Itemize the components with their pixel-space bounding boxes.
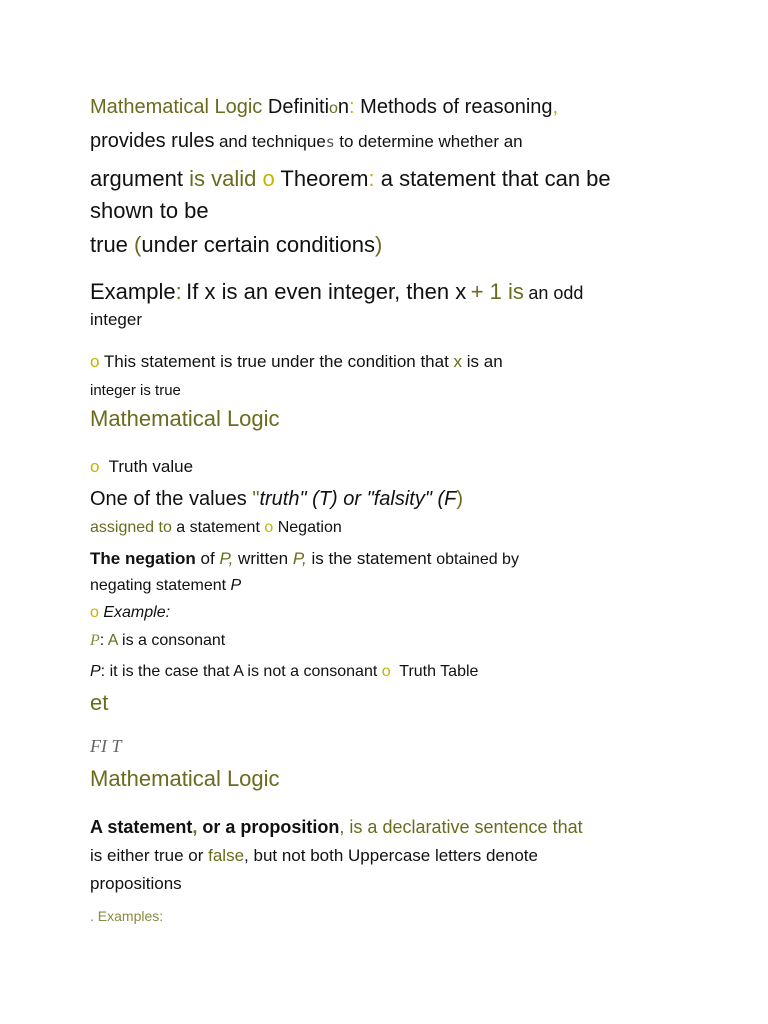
definition-line-4: shown to be — [90, 198, 209, 223]
truth-value-line-2: One of the values "truth" (T) or "falsity" (F) — [90, 488, 464, 510]
truth-value-line-3: assigned to a statement o Negation — [90, 519, 342, 536]
condition-line-1: o This statement is true under the condition that x is an — [90, 352, 503, 371]
bullet-marker: o — [381, 663, 391, 680]
definition-text: Methods of reasoning — [360, 96, 553, 118]
negation-line-5: P: it is the case that A is not a consonant o Truth Table — [90, 663, 479, 680]
table-fragment-2: FI T — [90, 736, 122, 756]
statement-line-2: is either true or false, but not both Uppercase letters denote — [90, 846, 538, 865]
examples-label: . Examples: — [90, 908, 164, 924]
bullet-marker: o — [90, 457, 100, 476]
statement-line-1: A statement, or a proposition, is a declarative sentence that — [90, 817, 583, 837]
definition-line-3: argument is valid o Theorem: a statement that can be — [90, 166, 611, 191]
definition-line-5: true (under certain conditions) — [90, 232, 383, 257]
condition-line-2: integer is true — [90, 382, 181, 399]
example-line-1: Example: If x is an even integer, then x + 1 is an odd — [90, 279, 584, 304]
section-heading-2: Mathematical Logic — [90, 766, 280, 791]
negation-line-2: negating statement P — [90, 577, 242, 594]
example-line-2: integer — [90, 310, 142, 329]
example-label: Example — [90, 279, 176, 304]
statement-line-3: propositions — [90, 874, 182, 893]
definition-line-1: Mathematical Logic Definition: Methods of reasoning, — [90, 96, 559, 118]
negation-line-1: The negation of P, written P, is the statement obtained by — [90, 549, 519, 568]
truth-value-line-1 — [90, 457, 193, 477]
bullet-marker: o — [264, 519, 274, 536]
negation-line-4: P: A is a consonant — [90, 632, 226, 649]
definition-line-2: provides rules and techniques to determine whether an — [90, 130, 523, 152]
truth-table-term: Truth Table — [399, 663, 479, 680]
truth-value-term: Truth value — [108, 457, 194, 476]
theorem-term: Theorem — [280, 166, 369, 191]
bullet-marker: o — [90, 352, 100, 371]
table-fragment: et — [90, 690, 109, 715]
bullet-marker: o — [90, 604, 99, 621]
section-heading: Mathematical Logic — [90, 406, 280, 431]
negation-line-3: o Example: — [90, 604, 171, 621]
negation-term: Negation — [277, 519, 342, 536]
bullet-marker: o — [262, 166, 275, 191]
topic-title: Mathematical Logic — [90, 96, 263, 118]
definition-word: Definition — [267, 96, 350, 118]
